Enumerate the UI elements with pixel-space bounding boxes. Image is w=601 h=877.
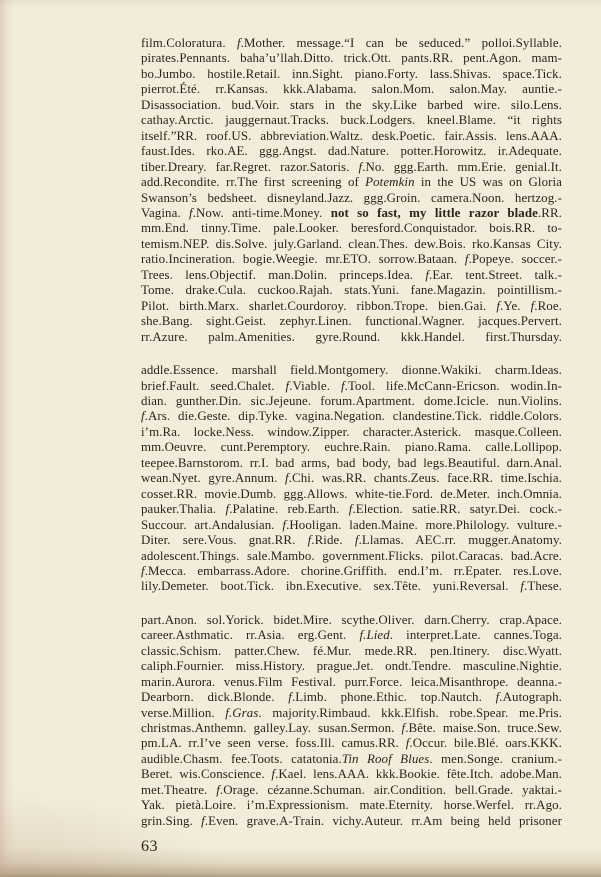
text-line: career.Asthmatic. rr.Asia. erg.Gent. f.Lied. interpret.Late. cannes.Toga. — [141, 628, 563, 643]
text-line: she.Bang. sight.Geist. zephyr.Linen. functional.Wagner. jacques.Pervert. — [141, 314, 562, 329]
text-line: adolescent.Things. sale.Mambo. government.Flicks. pilot.Caracas. bad.Acre. — [141, 548, 562, 563]
text-line: Trees. lens.Objectif. man.Dolin. princeps.Idea. f.Ear. tent.Street. talk.- — [141, 267, 562, 282]
text-line: Disassociation. bud.Voir. stars in the sky.Like barbed wire. silo.Lens. — [141, 97, 562, 112]
text-line: itself.”RR. roof.US. abbreviation.Waltz. desk.Poetic. fair.Assis. lens.AAA. — [141, 128, 562, 143]
paragraph — [141, 613, 562, 829]
text-line: wean.Nyet. gyre.Annum. f.Chi. was.RR. chants.Zeus. face.RR. time.Ischia. — [141, 471, 562, 486]
text-line: mm.Oeuvre. cunt.Peremptory. euchre.Rain. piano.Rama. calle.Lollipop. — [141, 440, 562, 455]
text-line: cosset.RR. movie.Dumb. ggg.Allows. white-tie.Ford. de.Meter. inch.Omnia. — [141, 486, 562, 501]
text-line: f.Mecca. embarrass.Adore. chorine.Griffith. end.I’m. rr.Epater. res.Love. — [141, 563, 562, 578]
text-line: Tome. drake.Cula. cuckoo.Rajah. stats.Yuni. fane.Magazin. pointillism.- — [141, 283, 562, 298]
text-line: classic.Schism. patter.Chew. fé.Mur. mede.RR. pen.Itinery. disc.Wyatt. — [141, 643, 562, 658]
text-line: brief.Fault. seed.Chalet. f.Viable. f.Tool. life.McCann-Ericson. wodin.In- — [141, 378, 563, 393]
text-line: add.Recondite. rr.The first screening of Potemkin in the US was on Gloria — [141, 175, 563, 190]
text-line: film.Coloratura. f.Mother. message.“I can be seduced.” polloi.Syllable. — [141, 36, 562, 50]
text-line: i’m.Ra. locke.Ness. window.Zipper. character.Asterick. masque.Colleen. — [141, 424, 562, 439]
text-line: met.Theatre. f.Orage. cézanne.Schuman. air.Condition. bell.Grade. yaktai.- — [141, 782, 562, 797]
paragraph — [141, 36, 562, 345]
text-line: pierrot.Été. rr.Kansas. kkk.Alabama. salon.Mom. salon.May. auntie.- — [141, 82, 562, 97]
text-line: Diter. sere.Vous. gnat.RR. f.Ride. f.Llamas. AEC.rr. mugger.Anatomy. — [141, 533, 563, 548]
text-line: verse.Million. f.Gras. majority.Rimbaud. kkk.Elfish. robe.Spear. me.Pris. — [141, 705, 562, 720]
text-line: lily.Demeter. boot.Tick. ibn.Executive. sex.Tête. yuni.Reversal. f.These. — [141, 579, 562, 594]
text-line: Succour. art.Andalusian. f.Hooligan. laden.Maine. more.Philology. vulture.- — [141, 517, 563, 532]
text-line: pauker.Thalia. f.Palatine. reb.Earth. f.Election. satie.RR. satyr.Dei. cock.- — [141, 502, 563, 517]
text-line: temism.NEP. dis.Solve. july.Garland. clean.Thes. dew.Bois. rko.Kansas City. — [141, 236, 562, 251]
text-line: teepee.Barnstorom. rr.I. bad arms, bad body, bad legs.Beautiful. darn.Anal. — [141, 455, 562, 470]
page-number: 63 — [141, 838, 158, 855]
text-line: pirates.Pennants. baha’u’llah.Ditto. trick.Ott. pants.RR. pent.Agon. mam- — [141, 51, 562, 66]
text-line: f.Ars. die.Geste. dip.Tyke. vagina.Negation. clandestine.Tick. riddle.Colors. — [141, 409, 562, 424]
text-line: bo.Jumbo. hostile.Retail. inn.Sight. piano.Forty. lass.Shivas. space.Tick. — [141, 66, 562, 81]
text-line: part.Anon. sol.Yorick. bidet.Mire. scythe.Oliver. darn.Cherry. crap.Apace. — [141, 612, 562, 627]
text-line: ratio.Incineration. bogie.Weegie. mr.ETO. sorrow.Bataan. f.Popeye. soccer.- — [141, 252, 563, 267]
text-line: Swanson’s bedsheet. disneyland.Jazz. ggg.Groin. camera.Noon. hertzog.- — [141, 190, 562, 205]
text-line: addle.Essence. marshall field.Montgomery. dionne.Wakiki. charm.Ideas. — [141, 363, 562, 378]
text-line: faust.Ides. rko.AE. ggg.Angst. dad.Nature. potter.Horowitz. ir.Adequate. — [141, 144, 562, 159]
text-line: pm.LA. rr.I’ve seen verse. foss.Ill. camus.RR. f.Occur. bile.Blé. oars.KKK. — [141, 736, 562, 751]
text-line: cathay.Arctic. jauggernaut.Tracks. buck.Lodgers. kneel.Blame. “it rights — [141, 113, 562, 128]
text-line: marin.Aurora. venus.Film Festival. purr.Force. leica.Misanthrope. deanna.- — [141, 674, 562, 689]
text-line: tiber.Dreary. far.Regret. razor.Satoris. f.No. ggg.Earth. mm.Erie. genial.It. — [141, 159, 562, 174]
paragraph — [141, 363, 562, 595]
text-line: rr.Azure. palm.Amenities. gyre.Round. kkk.Handel. first.Thursday. — [141, 329, 562, 344]
page-text — [141, 36, 562, 847]
text-line: Pilot. birth.Marx. sharlet.Courdoroy. ribbon.Trope. bien.Gai. f.Ye. f.Roe. — [141, 298, 562, 313]
text-line: audible.Chasm. fee.Toots. catatonia.Tin Roof Blues. men.Songe. cranium.- — [141, 751, 562, 766]
text-line: Yak. pietà.Loire. i’m.Expressionism. mate.Eternity. horse.Werfel. rr.Ago. — [141, 798, 562, 813]
text-line: caliph.Fournier. miss.History. prague.Jet. ondt.Tendre. masculine.Nightie. — [141, 659, 562, 674]
text-line: grin.Sing. f.Even. grave.A-Train. vichy.Auteur. rr.Am being held prisoner — [141, 813, 562, 828]
text-line: mm.End. tinny.Time. pale.Looker. beresford.Conquistador. bois.RR. to- — [141, 221, 562, 236]
text-line: Vagina. f.Now. anti-time.Money. not so fast, my little razor blade.RR. — [141, 205, 562, 220]
text-line: Dearborn. dick.Blonde. f.Limb. phone.Ethic. top.Nautch. f.Autograph. — [141, 690, 562, 705]
text-line: dian. gunther.Din. sic.Jejeune. forum.Apartment. dome.Icicle. nun.Violins. — [141, 393, 562, 408]
text-line: christmas.Anthemn. galley.Lay. susan.Sermon. f.Bête. maise.Son. truce.Sew. — [141, 721, 562, 736]
text-line: Beret. wis.Conscience. f.Kael. lens.AAA. kkk.Bookie. fête.Itch. adobe.Man. — [141, 767, 563, 782]
